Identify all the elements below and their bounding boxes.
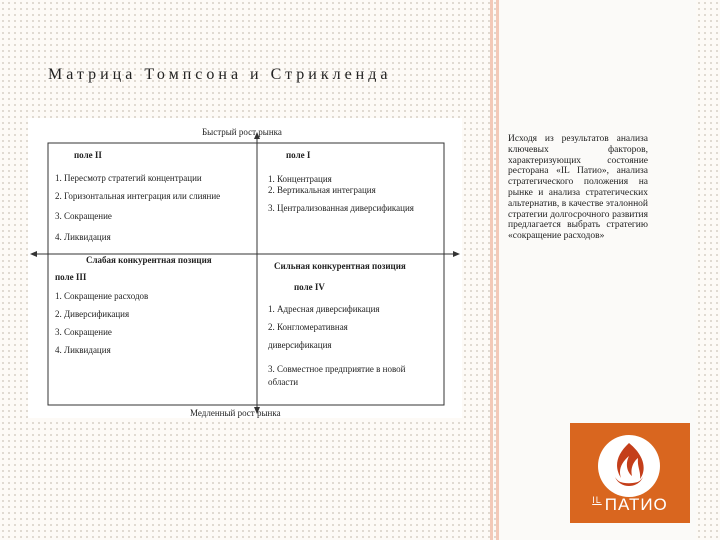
field4-title: поле IV	[294, 282, 325, 292]
matrix-image	[28, 118, 462, 418]
field4-item: 1. Адресная диверсификация	[268, 304, 380, 314]
field2-item: 2. Горизонтальная интеграция или слияние	[55, 191, 221, 201]
field3-item: 1. Сокращение расходов	[55, 291, 149, 301]
field2-title: поле II	[74, 150, 102, 160]
logo-name: ПАТИО	[604, 495, 668, 514]
description-text: Исходя из результатов анализа ключевых факторов, характеризующих состояние ресторана «IL Патио», анализа стратегического положения на рынке и анализа стратегических альтернатив, в качестве эталонной стратегии долгосрочного развития предлагается выбрать стратегию «сокращение расходов»	[508, 134, 648, 242]
bottom-axis-label: Медленный рост рынка	[190, 408, 281, 418]
weak-position-label: Слабая конкурентная позиция	[86, 255, 212, 265]
field2-item: 3. Сокращение	[55, 211, 112, 221]
field4-item: диверсификация	[268, 340, 332, 350]
field3-title: поле III	[55, 272, 87, 282]
logo-text	[570, 495, 690, 515]
field2-item: 4. Ликвидация	[55, 232, 111, 242]
field4-item: 3. Совместное предприятие в новой	[268, 364, 406, 374]
field3-item: 4. Ликвидация	[55, 345, 111, 355]
field2-item: 1. Пересмотр стратегий концентрации	[55, 173, 202, 183]
field1-item: 3. Централизованная диверсификация	[268, 203, 414, 213]
il-patio-logo	[570, 423, 690, 523]
field3-item: 2. Диверсификация	[55, 309, 130, 319]
field1-item: 1. Концентрация	[268, 174, 332, 184]
flame-emblem-icon	[594, 431, 664, 501]
field1-title: поле I	[286, 150, 311, 160]
strong-position-label: Сильная конкурентная позиция	[274, 261, 406, 271]
field1-item: 2. Вертикальная интеграция	[268, 185, 376, 195]
field4-item: области	[268, 377, 299, 387]
slide-title: Матрица Томпсона и Стрикленда	[48, 66, 392, 83]
field4-item: 2. Конгломеративная	[268, 322, 348, 332]
field3-item: 3. Сокращение	[55, 327, 112, 337]
decorative-line-left	[490, 0, 493, 540]
top-axis-label: Быстрый рост рынка	[202, 127, 282, 137]
logo-prefix: IL	[592, 495, 602, 505]
decorative-line-right	[496, 0, 499, 540]
